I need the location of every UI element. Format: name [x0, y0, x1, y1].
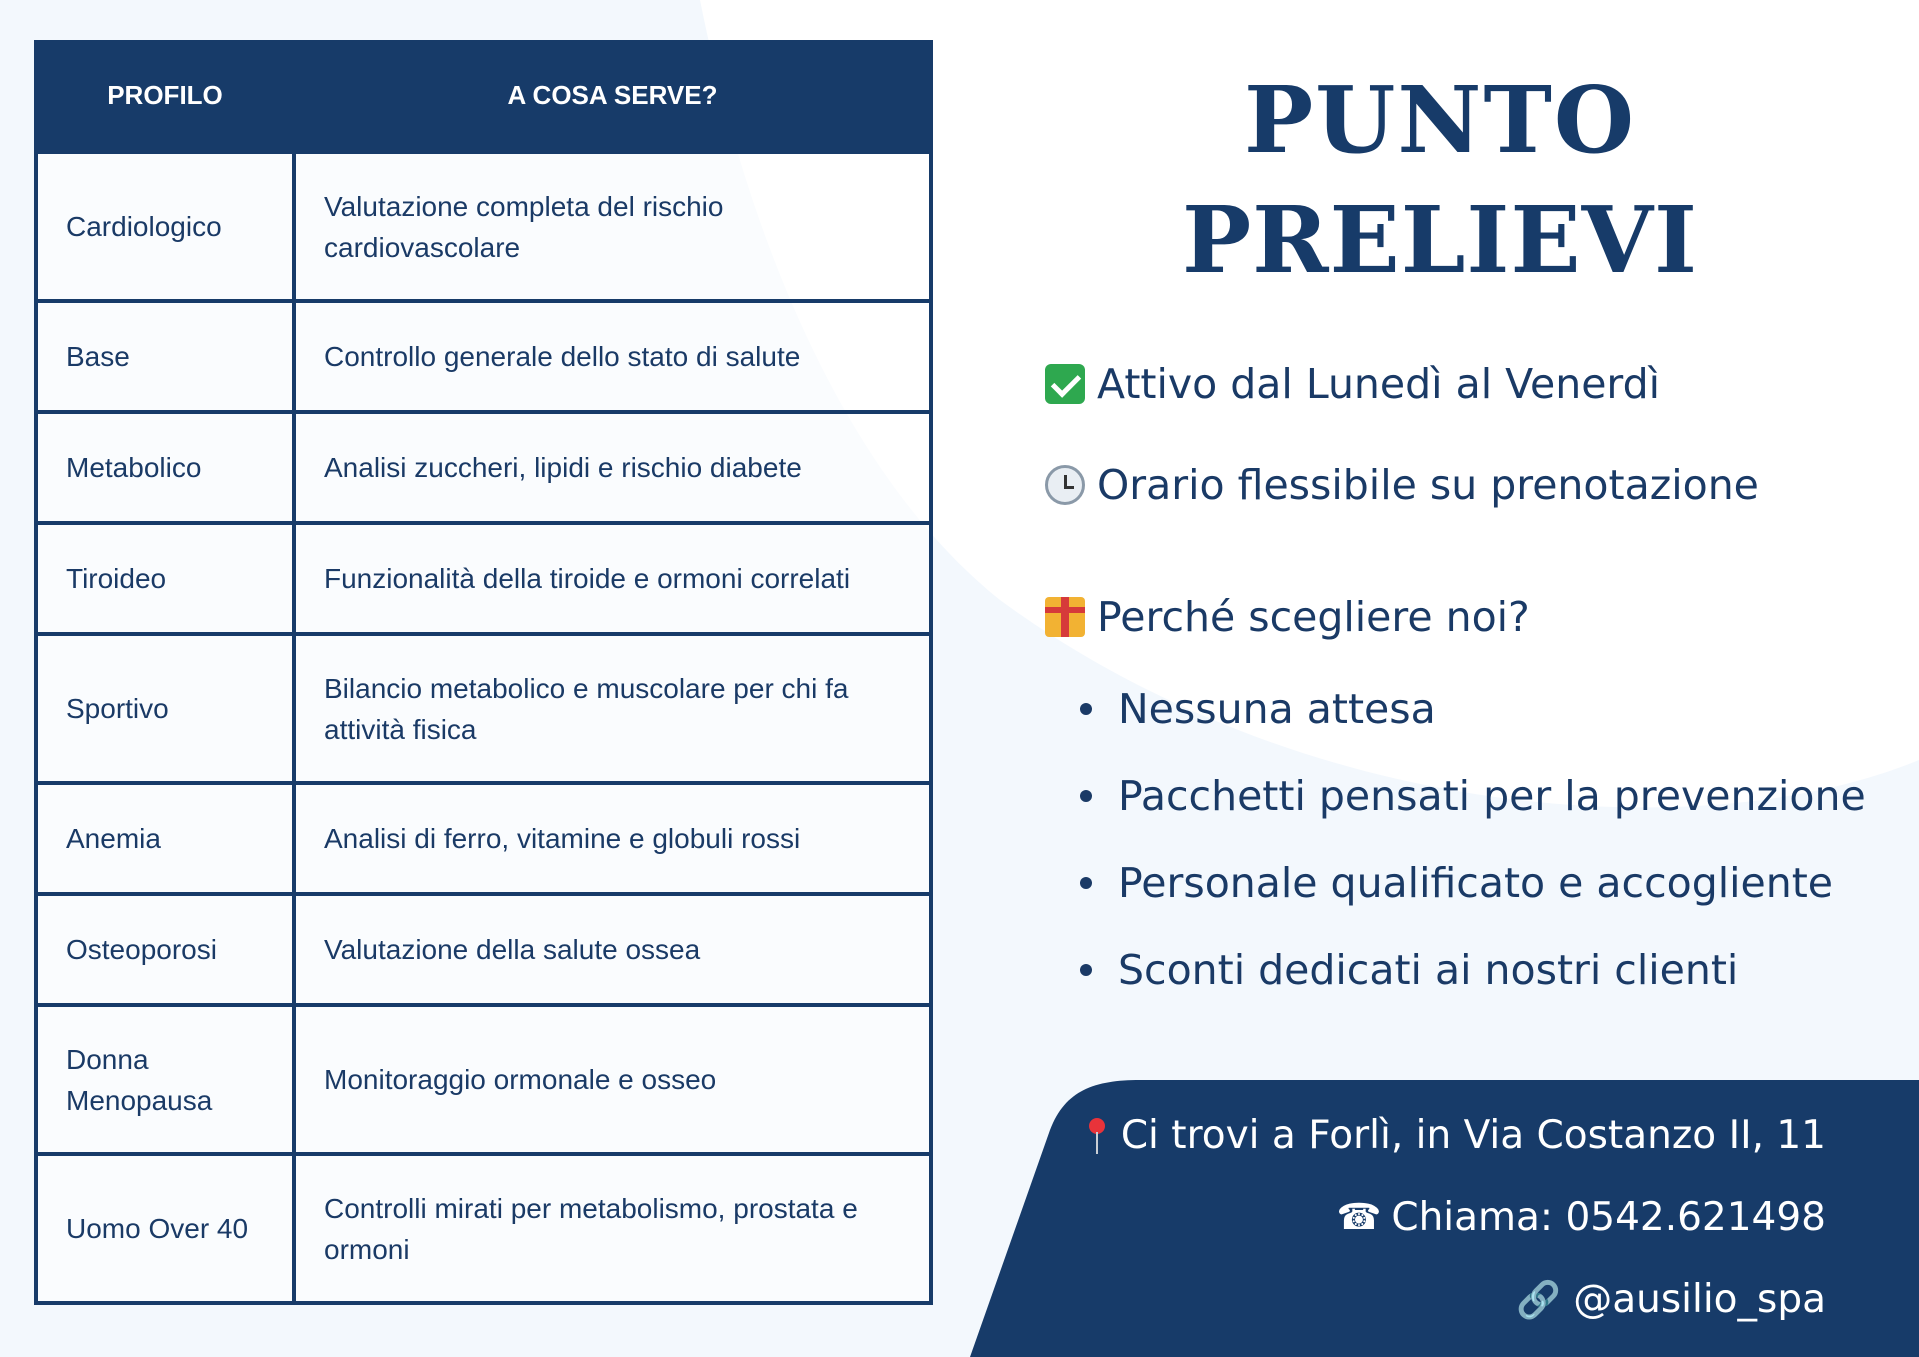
benefit-text: Sconti dedicati ai nostri clienti	[1118, 946, 1739, 994]
purpose-cell: Funzionalità della tiroide e ormoni correlati	[294, 523, 931, 634]
purpose-cell: Monitoraggio ormonale e osseo	[294, 1005, 931, 1154]
purpose-cell: Valutazione completa del rischio cardiovascolare	[294, 152, 931, 301]
feature-why-text: Perché scegliere noi?	[1097, 593, 1530, 641]
purpose-cell: Controlli mirati per metabolismo, prostata e ormoni	[294, 1154, 931, 1303]
bullet-icon	[1080, 703, 1092, 715]
table-row	[36, 634, 931, 783]
page-title	[1100, 60, 1780, 300]
profile-cell: Donna Menopausa	[36, 1005, 294, 1154]
title-line-1: PUNTO	[1243, 66, 1637, 174]
header-profile: PROFILO	[36, 40, 294, 152]
profile-cell: Tiroideo	[36, 523, 294, 634]
profile-cell: Cardiologico	[36, 152, 294, 301]
pin-icon	[1087, 1118, 1107, 1154]
bullet-icon	[1080, 964, 1092, 976]
contact-social[interactable]	[1516, 1277, 1826, 1322]
benefit-text: Nessuna attesa	[1118, 685, 1436, 733]
profile-cell: Metabolico	[36, 412, 294, 523]
profiles-table	[34, 40, 933, 1305]
feature-flexible-hours	[1045, 461, 1759, 509]
contact-address	[1087, 1113, 1826, 1158]
list-item	[1080, 678, 1866, 765]
profile-cell: Uomo Over 40	[36, 1154, 294, 1303]
purpose-cell: Valutazione della salute ossea	[294, 894, 931, 1005]
purpose-cell: Analisi di ferro, vitamine e globuli rossi	[294, 783, 931, 894]
purpose-cell: Controllo generale dello stato di salute	[294, 301, 931, 412]
list-item	[1080, 765, 1866, 852]
link-icon: 🔗	[1516, 1279, 1562, 1321]
table-row	[36, 523, 931, 634]
table-row	[36, 152, 931, 301]
profile-cell: Base	[36, 301, 294, 412]
bullet-icon	[1080, 790, 1092, 802]
table-row	[36, 412, 931, 523]
profile-cell: Sportivo	[36, 634, 294, 783]
feature-hours-text: Orario flessibile su prenotazione	[1097, 461, 1759, 509]
table-row	[36, 301, 931, 412]
purpose-cell: Analisi zuccheri, lipidi e rischio diabete	[294, 412, 931, 523]
list-item	[1080, 852, 1866, 939]
header-purpose: A COSA SERVE?	[294, 40, 931, 152]
clock-icon	[1045, 465, 1085, 505]
gift-icon	[1045, 597, 1085, 637]
address-text: Ci trovi a Forlì, in Via Costanzo II, 11	[1120, 1113, 1826, 1158]
benefit-text: Pacchetti pensati per la prevenzione	[1118, 772, 1866, 820]
phone-text[interactable]: Chiama: 0542.621498	[1391, 1195, 1826, 1240]
table-row	[36, 783, 931, 894]
table-row	[36, 1154, 931, 1303]
profile-cell: Osteoporosi	[36, 894, 294, 1005]
bullet-icon	[1080, 877, 1092, 889]
contact-phone[interactable]	[1337, 1195, 1826, 1240]
social-handle[interactable]: @ausilio_spa	[1573, 1277, 1826, 1322]
list-item	[1080, 939, 1866, 1026]
purpose-cell: Bilancio metabolico e muscolare per chi fa attività fisica	[294, 634, 931, 783]
feature-active-text: Attivo dal Lunedì al Venerdì	[1097, 360, 1660, 408]
phone-icon: ☎	[1336, 1197, 1382, 1238]
benefits-list	[1080, 678, 1866, 1026]
feature-active-days	[1045, 360, 1660, 408]
table-row	[36, 1005, 931, 1154]
benefit-text: Personale qualificato e accogliente	[1118, 859, 1834, 907]
feature-why-us	[1045, 593, 1530, 641]
check-icon	[1045, 364, 1085, 404]
profile-cell: Anemia	[36, 783, 294, 894]
table-row	[36, 894, 931, 1005]
title-line-2: PRELIEVI	[1181, 186, 1699, 294]
table-header-row	[36, 40, 931, 152]
